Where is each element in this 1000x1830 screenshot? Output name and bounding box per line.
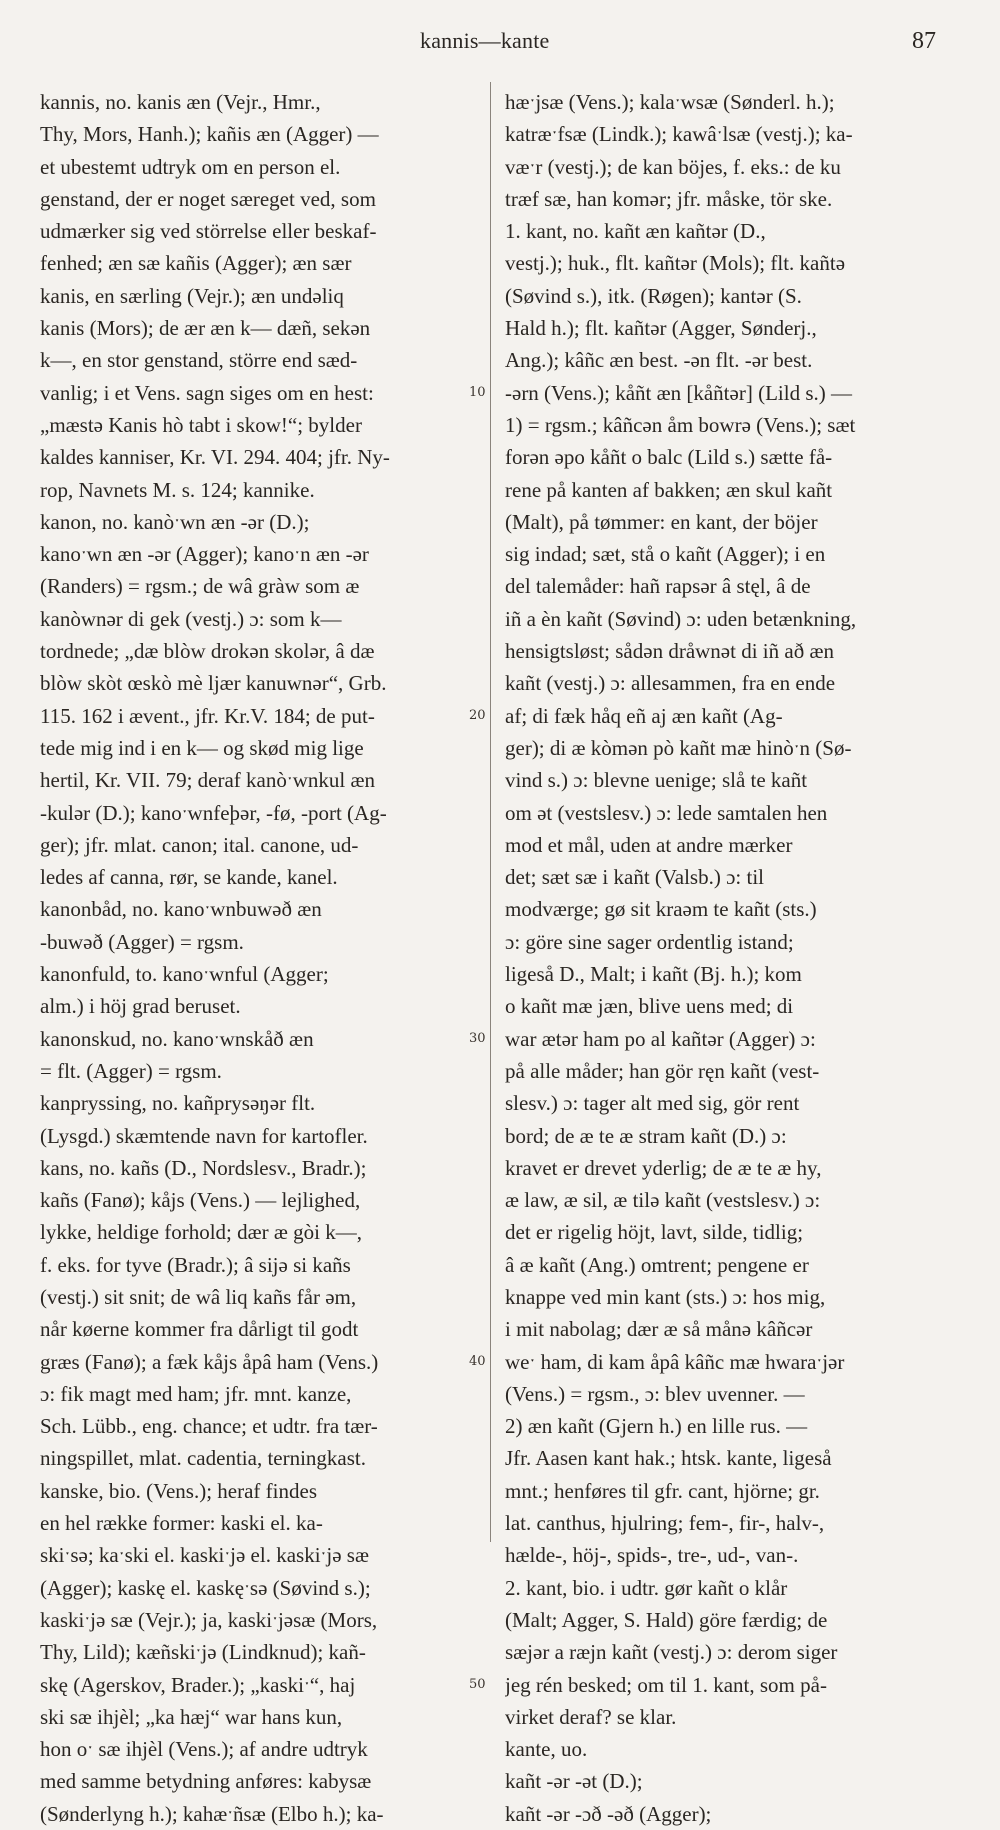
text-line: vind s.) ɔ: blevne uenige; slå te kañt: [505, 768, 808, 793]
text-line: rop, Navnets M. s. 124; kannike.: [40, 477, 315, 502]
text-line: af; di fæk håq eñ aj æn kañt (Ag-: [505, 703, 783, 728]
text-line: kravet er drevet yderlig; de æ te æ hy,: [505, 1155, 822, 1180]
line-number: 30: [469, 1023, 488, 1055]
text-line: ger); jfr. mlat. canon; ital. canone, ud-: [40, 832, 359, 857]
text-line: kanis, en særling (Vejr.); æn undəliq: [40, 283, 344, 308]
text-line: 2) æn kañt (Gjern h.) en lille rus. —: [505, 1414, 808, 1439]
text-line: jeg rén besked; om til 1. kant, som på-: [505, 1672, 827, 1697]
text-line: ligeså D., Malt; i kañt (Bj. h.); kom: [505, 962, 802, 987]
text-line: kans, no. kañs (D., Nordslesv., Bradr.);: [40, 1155, 367, 1180]
column-divider: [490, 82, 491, 1542]
text-line: kanonbåd, no. kanoˑwnbuwəð æn: [40, 897, 322, 922]
text-line: udmærker sig ved störrelse eller beskaf-: [40, 219, 377, 244]
text-line: Ang.); kâñc æn best. -ən flt. -ər best.: [505, 348, 813, 373]
text-line: -kulər (D.); kanoˑwnfeþər, -fø, -port (Ag-: [40, 800, 387, 825]
page-number: 87: [912, 28, 936, 54]
text-line: tede mig ind i en k— og skød mig lige: [40, 735, 364, 760]
right-column: [505, 86, 945, 1830]
text-line: bord; de æ te æ stram kañt (D.) ɔ:: [505, 1123, 787, 1148]
text-line: katræˑfsæ (Lindk.); kawâˑlsæ (vestj.); ka-: [505, 122, 853, 147]
text-line: slesv.) ɔ: tager alt med sig, gör rent: [505, 1091, 800, 1116]
text-line: k—, en stor genstand, större end sæd-: [40, 348, 358, 373]
text-line: hensigtsløst; sådən dråwnət di iñ að æn: [505, 639, 834, 664]
text-line: Thy, Mors, Hanh.); kañis æn (Agger) —: [40, 122, 379, 147]
text-line: kannis, no. kanis æn (Vejr., Hmr.,: [40, 90, 321, 114]
text-line: 2. kant, bio. i udtr. gør kañt o klår: [505, 1575, 788, 1600]
text-line: modværge; gø sit kraəm te kañt (sts.): [505, 897, 817, 922]
text-line: forən əpo kåñt o balc (Lild s.) sætte få-: [505, 445, 833, 470]
text-line: (Malt; Agger, S. Hald) göre færdig; de: [505, 1607, 828, 1632]
text-line: (Randers) = rgsm.; de wâ gràw som æ: [40, 574, 360, 599]
text-line: kanske, bio. (Vens.); heraf findes: [40, 1478, 317, 1503]
text-line: genstand, der er noget særeget ved, som: [40, 186, 376, 211]
text-line: â æ kañt (Ang.) omtrent; pengene er: [505, 1252, 809, 1277]
line-number: 50: [469, 1669, 488, 1701]
text-line: på alle måder; han gör ręn kañt (vest-: [505, 1058, 820, 1083]
text-line: hælde-, höj-, spids-, tre-, ud-, van-.: [505, 1543, 799, 1568]
text-line: kanis (Mors); de ær æn k— dæñ, sekən: [40, 316, 371, 341]
text-line: (Sønderlyng h.); kahæˑñsæ (Elbo h.); ka-: [40, 1801, 384, 1826]
text-line: ger); di æ kòmən pò kañt mæ hinòˑn (Sø-: [505, 735, 852, 760]
line-number: 10: [469, 377, 488, 409]
text-line: det; sæt sæ i kañt (Valsb.) ɔ: til: [505, 865, 764, 890]
text-line: -ərn (Vens.); kåñt æn [kåñtər] (Lild s.) —: [505, 380, 852, 405]
text-line: (vestj.) sit snit; de wâ liq kañs får əm,: [40, 1284, 357, 1309]
text-line: et ubestemt udtryk om en person el.: [40, 154, 341, 179]
text-line: kañt -ər -ɔð -əð (Agger);: [505, 1801, 712, 1826]
line-number: 40: [469, 1346, 488, 1378]
text-line: alm.) i höj grad beruset.: [40, 994, 241, 1019]
text-line: kaskiˑjə sæ (Vejr.); ja, kaskiˑjəsæ (Mors,: [40, 1607, 378, 1632]
text-line: war ætər ham po al kañtər (Agger) ɔ:: [505, 1026, 816, 1051]
text-line: iñ a èn kañt (Søvind) ɔ: uden betænkning,: [505, 606, 857, 631]
text-line: skiˑsə; kaˑski el. kaskiˑjə el. kaskiˑjə sæ: [40, 1543, 369, 1568]
text-line: weˑ ham, di kam åpâ kâñc mæ hwaraˑjər: [505, 1349, 845, 1374]
text-line: væˑr (vestj.); de kan böjes, f. eks.: de ku: [505, 154, 841, 179]
text-line: ski sæ ihjèl; „ka hæj“ war hans kun,: [40, 1704, 343, 1729]
text-line: kañt (vestj.) ɔ: allesammen, fra en ende: [505, 671, 836, 696]
text-line: lat. canthus, hjulring; fem-, fir-, halv-,: [505, 1511, 825, 1536]
text-line: mnt.; henføres til gfr. cant, hjörne; gr.: [505, 1478, 820, 1503]
text-line: = flt. (Agger) = rgsm.: [40, 1058, 222, 1083]
text-line: vestj.); huk., flt. kañtər (Mols); flt. kañtə: [505, 251, 846, 276]
text-line: Hald h.); flt. kañtər (Agger, Sønderj.,: [505, 316, 817, 341]
text-line: (Lysgd.) skæmtende navn for kartofler.: [40, 1123, 368, 1148]
text-line: fenhed; æn sæ kañis (Agger); æn sær: [40, 251, 352, 276]
text-line: 1) = rgsm.; kâñcən åm bowrə (Vens.); sæt: [505, 412, 856, 437]
text-line: ledes af canna, rør, se kande, kanel.: [40, 865, 338, 890]
text-line: (Vens.) = rgsm., ɔ: blev uvenner. —: [505, 1381, 805, 1406]
text-line: Sch. Lübb., eng. chance; et udtr. fra tær-: [40, 1414, 378, 1439]
text-line: 1. kant, no. kañt æn kañtər (D.,: [505, 219, 766, 244]
text-line: ɔ: fik magt med ham; jfr. mnt. kanze,: [40, 1381, 352, 1406]
text-line: lykke, heldige forhold; dær æ gòi k—,: [40, 1220, 362, 1245]
text-line: tordnede; „dæ blòw drokən skolər, â dæ: [40, 639, 375, 664]
text-line: kanon, no. kanòˑwn æn -ər (D.);: [40, 509, 310, 534]
text-line: 115. 162 i ævent., jfr. Kr.V. 184; de put-: [40, 703, 375, 728]
text-line: kanpryssing, no. kañprysəŋər flt.: [40, 1091, 316, 1116]
text-line: knappe ved min kant (sts.) ɔ: hos mig,: [505, 1284, 826, 1309]
text-line: kanonfuld, to. kanoˑwnful (Agger;: [40, 962, 329, 987]
text-line: hæˑjsæ (Vens.); kalaˑwsæ (Sønderl. h.);: [505, 90, 835, 114]
text-line: skę (Agerskov, Brader.); „kaskiˑ“, haj: [40, 1672, 356, 1697]
text-line: sæjər a ræjn kañt (vestj.) ɔ: derom siger: [505, 1640, 838, 1665]
text-line: Jfr. Aasen kant hak.; htsk. kante, ligeså: [505, 1446, 832, 1471]
text-line: kaldes kanniser, Kr. VI. 294. 404; jfr. Ny-: [40, 445, 390, 470]
text-line: en hel række former: kaski el. ka-: [40, 1511, 323, 1536]
text-line: kante, uo.: [505, 1737, 588, 1762]
text-line: kanòwnər di gek (vestj.) ɔ: som k—: [40, 606, 342, 631]
text-line: med samme betydning anføres: kabysæ: [40, 1769, 372, 1794]
text-line: i mit nabolag; dær æ så månə kâñcər: [505, 1317, 813, 1342]
text-line: kanoˑwn æn -ər (Agger); kanoˑn æn -ər: [40, 542, 369, 567]
text-line: hertil, Kr. VII. 79; deraf kanòˑwnkul æn: [40, 768, 375, 793]
text-line: når køerne kommer fra dårligt til godt: [40, 1317, 359, 1342]
text-line: kañs (Fanø); kåjs (Vens.) — lejlighed,: [40, 1188, 361, 1213]
text-line: „mæstə Kanis hò tabt i skow!“; bylder: [40, 412, 362, 437]
text-line: rene på kanten af bakken; æn skul kañt: [505, 477, 833, 502]
text-line: mod et mål, uden at andre mærker: [505, 832, 793, 857]
text-line: -buwəð (Agger) = rgsm.: [40, 929, 244, 954]
text-line: sig indad; sæt, stå o kañt (Agger); i en: [505, 542, 826, 567]
text-line: ningspillet, mlat. cadentia, terningkast.: [40, 1446, 367, 1471]
text-line: græs (Fanø); a fæk kåjs åpâ ham (Vens.): [40, 1349, 379, 1374]
text-line: o kañt mæ jæn, blive uens med; di: [505, 994, 794, 1019]
text-line: kañt -ər -ət (D.);: [505, 1769, 643, 1794]
text-line: æ law, æ sil, æ tilə kañt (vestslesv.) ɔ:: [505, 1188, 821, 1213]
text-line: f. eks. for tyve (Bradr.); â sijə si kañs: [40, 1252, 351, 1277]
text-line: træf sæ, han komər; jfr. måske, tör ske.: [505, 186, 833, 211]
text-line: del talemåder: hañ rapsər â stęl, â de: [505, 574, 811, 599]
text-line: hon oˑ sæ ihjèl (Vens.); af andre udtryk: [40, 1737, 368, 1762]
text-line: (Agger); kaskę el. kaskęˑsə (Søvind s.);: [40, 1575, 371, 1600]
text-line: ɔ: göre sine sager ordentlig istand;: [505, 929, 794, 954]
text-line: virket deraf? se klar.: [505, 1704, 677, 1729]
text-line: det er rigelig höjt, lavt, silde, tidlig;: [505, 1220, 804, 1245]
running-head: kannis—kante: [420, 28, 550, 53]
text-line: (Søvind s.), itk. (Røgen); kantər (S.: [505, 283, 802, 308]
line-number: 20: [469, 700, 488, 732]
text-line: om ət (vestslesv.) ɔ: lede samtalen hen: [505, 800, 828, 825]
left-column: [40, 86, 480, 1830]
text-line: Thy, Lild); kæñskiˑjə (Lindknud); kañ-: [40, 1640, 366, 1665]
text-line: (Malt), på tømmer: en kant, der böjer: [505, 509, 818, 534]
text-line: kanonskud, no. kanoˑwnskåð æn: [40, 1026, 314, 1051]
text-line: blòw skòt œskò mè ljær kanuwnər“, Grb.: [40, 671, 387, 696]
text-line: vanlig; i et Vens. sagn siges om en hest:: [40, 380, 374, 405]
